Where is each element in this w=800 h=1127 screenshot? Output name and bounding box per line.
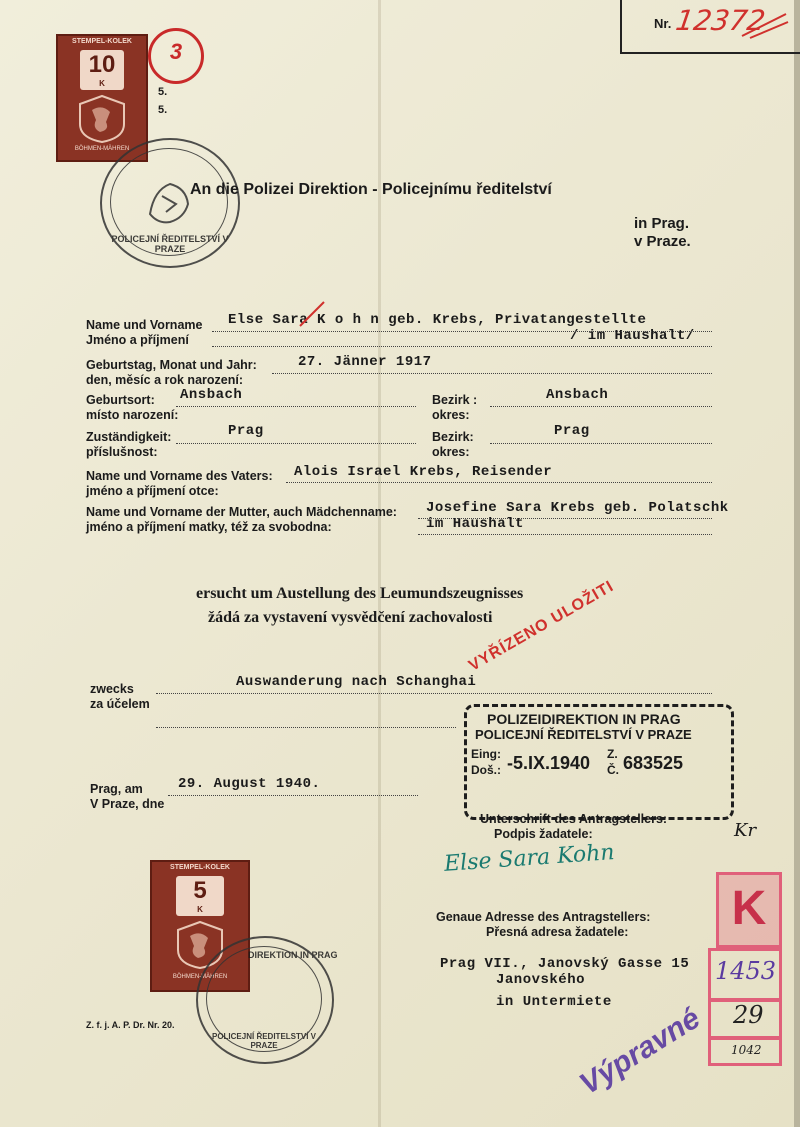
- district2-value: Prag: [554, 423, 590, 439]
- received-stamp-dos: Doš.:: [471, 763, 501, 777]
- revenue-stamp-unit-2: K: [197, 905, 203, 914]
- district-value: Ansbach: [546, 387, 609, 403]
- purpose-value: Auswanderung nach Schanghai: [236, 674, 477, 690]
- purpose-line: [156, 693, 712, 694]
- fee-value-3: 1042: [731, 1043, 762, 1057]
- fee-box-3: [708, 1036, 782, 1066]
- fee-box-2: [708, 998, 782, 1040]
- mother-line: [418, 518, 712, 519]
- received-stamp-line1: POLIZEIDIREKTION IN PRAG: [487, 711, 681, 727]
- address-line3: in Untermiete: [496, 994, 612, 1010]
- mother-line-2: [418, 534, 712, 535]
- district-label-de: Bezirk :: [432, 393, 478, 407]
- district-label-cz: okres:: [432, 408, 470, 422]
- city-de: in Prag.: [634, 215, 690, 232]
- name-value-2: / im Haushalt/: [570, 328, 695, 344]
- revenue-stamp-unit: K: [99, 79, 105, 88]
- address-label-de: Genaue Adresse des Antragstellers:: [436, 910, 651, 924]
- fee-box-1: [708, 948, 782, 1002]
- red-diagonal-stamp: VYŘÍZENO ULOŽITI: [466, 577, 617, 675]
- mother-value: Josefine Sara Krebs geb. Polatschk: [426, 500, 729, 516]
- form-code: Z. f. j. A. P. Dr. Nr. 20.: [86, 1020, 175, 1030]
- birth-label-de: Geburtstag, Monat und Jahr:: [86, 358, 257, 372]
- signature-label-de: Unterschrift des Antragstellers:: [480, 812, 668, 826]
- received-stamp-ref-number: 683525: [623, 753, 684, 773]
- revenue-stamp-header-2: STEMPEL-KOLEK: [170, 864, 230, 871]
- date-label-de: Prag, am: [90, 782, 143, 796]
- jurisdiction-value: Prag: [228, 423, 264, 439]
- jurisdiction-label-de: Zuständigkeit:: [86, 430, 172, 444]
- received-stamp-ref-prefix-2: Č.: [607, 763, 619, 777]
- police-seal-bottom: [196, 936, 338, 1064]
- date-label-cz: V Praze, dne: [90, 797, 165, 811]
- signature-label-cz: Podpis žadatele:: [494, 827, 593, 841]
- mother-label-cz: jméno a příjmení matky, též za svobodna:: [86, 520, 332, 534]
- revenue-stamp-10k: [56, 34, 148, 162]
- handwritten-signature: Else Sara Kohn: [443, 840, 616, 877]
- mother-label-de: Name und Vorname der Mutter, auch Mädchenname:: [86, 505, 397, 519]
- place-label-cz: místo narození:: [86, 408, 179, 422]
- fee-value-1: 1453: [715, 957, 777, 985]
- jurisdiction-line: [176, 443, 416, 444]
- seal-text-2: DIREKTION IN PRAG: [248, 950, 338, 960]
- revenue-stamp-footer: BÖHMEN-MÄHREN: [74, 146, 130, 152]
- place-line: [176, 406, 416, 407]
- purpose-line-2: [156, 727, 456, 728]
- district2-label-cz: okres:: [432, 445, 470, 459]
- seal-text-3: POLICEJNÍ ŘEDITELSTVÍ V PRAZE: [211, 1032, 316, 1050]
- birth-value: 27. Jänner 1917: [298, 354, 432, 370]
- fold-line: [378, 0, 381, 1127]
- father-label-cz: jméno a příjmení otce:: [86, 484, 219, 498]
- correction-mark-icon: [298, 300, 328, 330]
- jurisdiction-label-cz: příslušnost:: [86, 445, 158, 459]
- birth-label-cz: den, měsíc a rok narození:: [86, 373, 243, 387]
- circled-number: [148, 28, 204, 84]
- stamp-note-1: 5.: [158, 86, 168, 98]
- pink-k-box: [716, 872, 782, 948]
- received-stamp-ref-prefix: Z.: [607, 747, 618, 761]
- district-line: [490, 406, 712, 407]
- name-label-cz: Jméno a příjmení: [86, 333, 189, 347]
- birth-line: [272, 373, 712, 374]
- police-seal-top: [100, 138, 240, 268]
- request-line-cz: žádá za vystavení vysvědčení zachovalosti: [208, 609, 493, 626]
- district2-line: [490, 443, 712, 444]
- father-label-de: Name und Vorname des Vaters:: [86, 469, 273, 483]
- revenue-stamp-header: STEMPEL-KOLEK: [72, 38, 132, 45]
- city-cz: v Praze.: [634, 233, 691, 250]
- purpose-label-cz: za účelem: [90, 697, 150, 711]
- address-line2: Janovského: [496, 972, 586, 988]
- request-line-de: ersucht um Austellung des Leumundszeugnisses: [196, 585, 524, 602]
- received-stamp: [464, 704, 734, 820]
- revenue-stamp-value: 10: [88, 51, 116, 78]
- nr-value: 12372: [673, 4, 768, 37]
- place-value: Ansbach: [180, 387, 243, 403]
- revenue-stamp-footer-2: BÖHMEN-MÄHREN: [172, 974, 228, 980]
- purpose-label-de: zwecks: [90, 682, 134, 696]
- name-line-2: [212, 346, 712, 347]
- lion-emblem-icon: [76, 94, 128, 144]
- name-label-de: Name und Vorname: [86, 318, 203, 332]
- red-letter-k: K: [731, 882, 767, 935]
- revenue-stamp-value-2: 5: [193, 877, 207, 904]
- address-label-cz: Přesná adresa žadatele:: [486, 925, 629, 939]
- nr-label: Nr.: [654, 16, 672, 31]
- stamp-note-2: 5.: [158, 104, 168, 116]
- addressee-heading: An die Polizei Direktion - Policejnímu ředitelství: [190, 181, 552, 198]
- district2-label-de: Bezirk:: [432, 430, 474, 444]
- initials: Kr: [734, 820, 757, 841]
- nr-strike-icon: [740, 10, 790, 40]
- place-label-de: Geburtsort:: [86, 393, 155, 407]
- father-value: Alois Israel Krebs, Reisender: [294, 464, 553, 480]
- father-line: [286, 482, 712, 483]
- vypravne-stamp: Výpravné: [573, 1001, 707, 1102]
- received-stamp-line2: POLICEJNÍ ŘEDITELSTVÍ V PRAZE: [475, 727, 692, 742]
- fee-value-2: 29: [733, 1001, 764, 1029]
- name-line: [212, 331, 712, 332]
- received-stamp-eing: Eing:: [471, 747, 501, 761]
- date-line: [168, 795, 418, 796]
- page-edge: [794, 0, 800, 1127]
- seal-text: POLICEJNÍ ŘEDITELSTVÍ V PRAZE: [111, 234, 229, 254]
- circled-number-text: 3: [169, 39, 183, 64]
- received-stamp-date: -5.IX.1940: [507, 753, 591, 773]
- mother-value-2: im Haushalt: [426, 516, 524, 532]
- address-line1: Prag VII., Janovský Gasse 15: [440, 956, 690, 972]
- date-value: 29. August 1940.: [178, 776, 321, 792]
- name-value: Else Sara K o h n geb. Krebs, Privatangestellte: [228, 312, 647, 328]
